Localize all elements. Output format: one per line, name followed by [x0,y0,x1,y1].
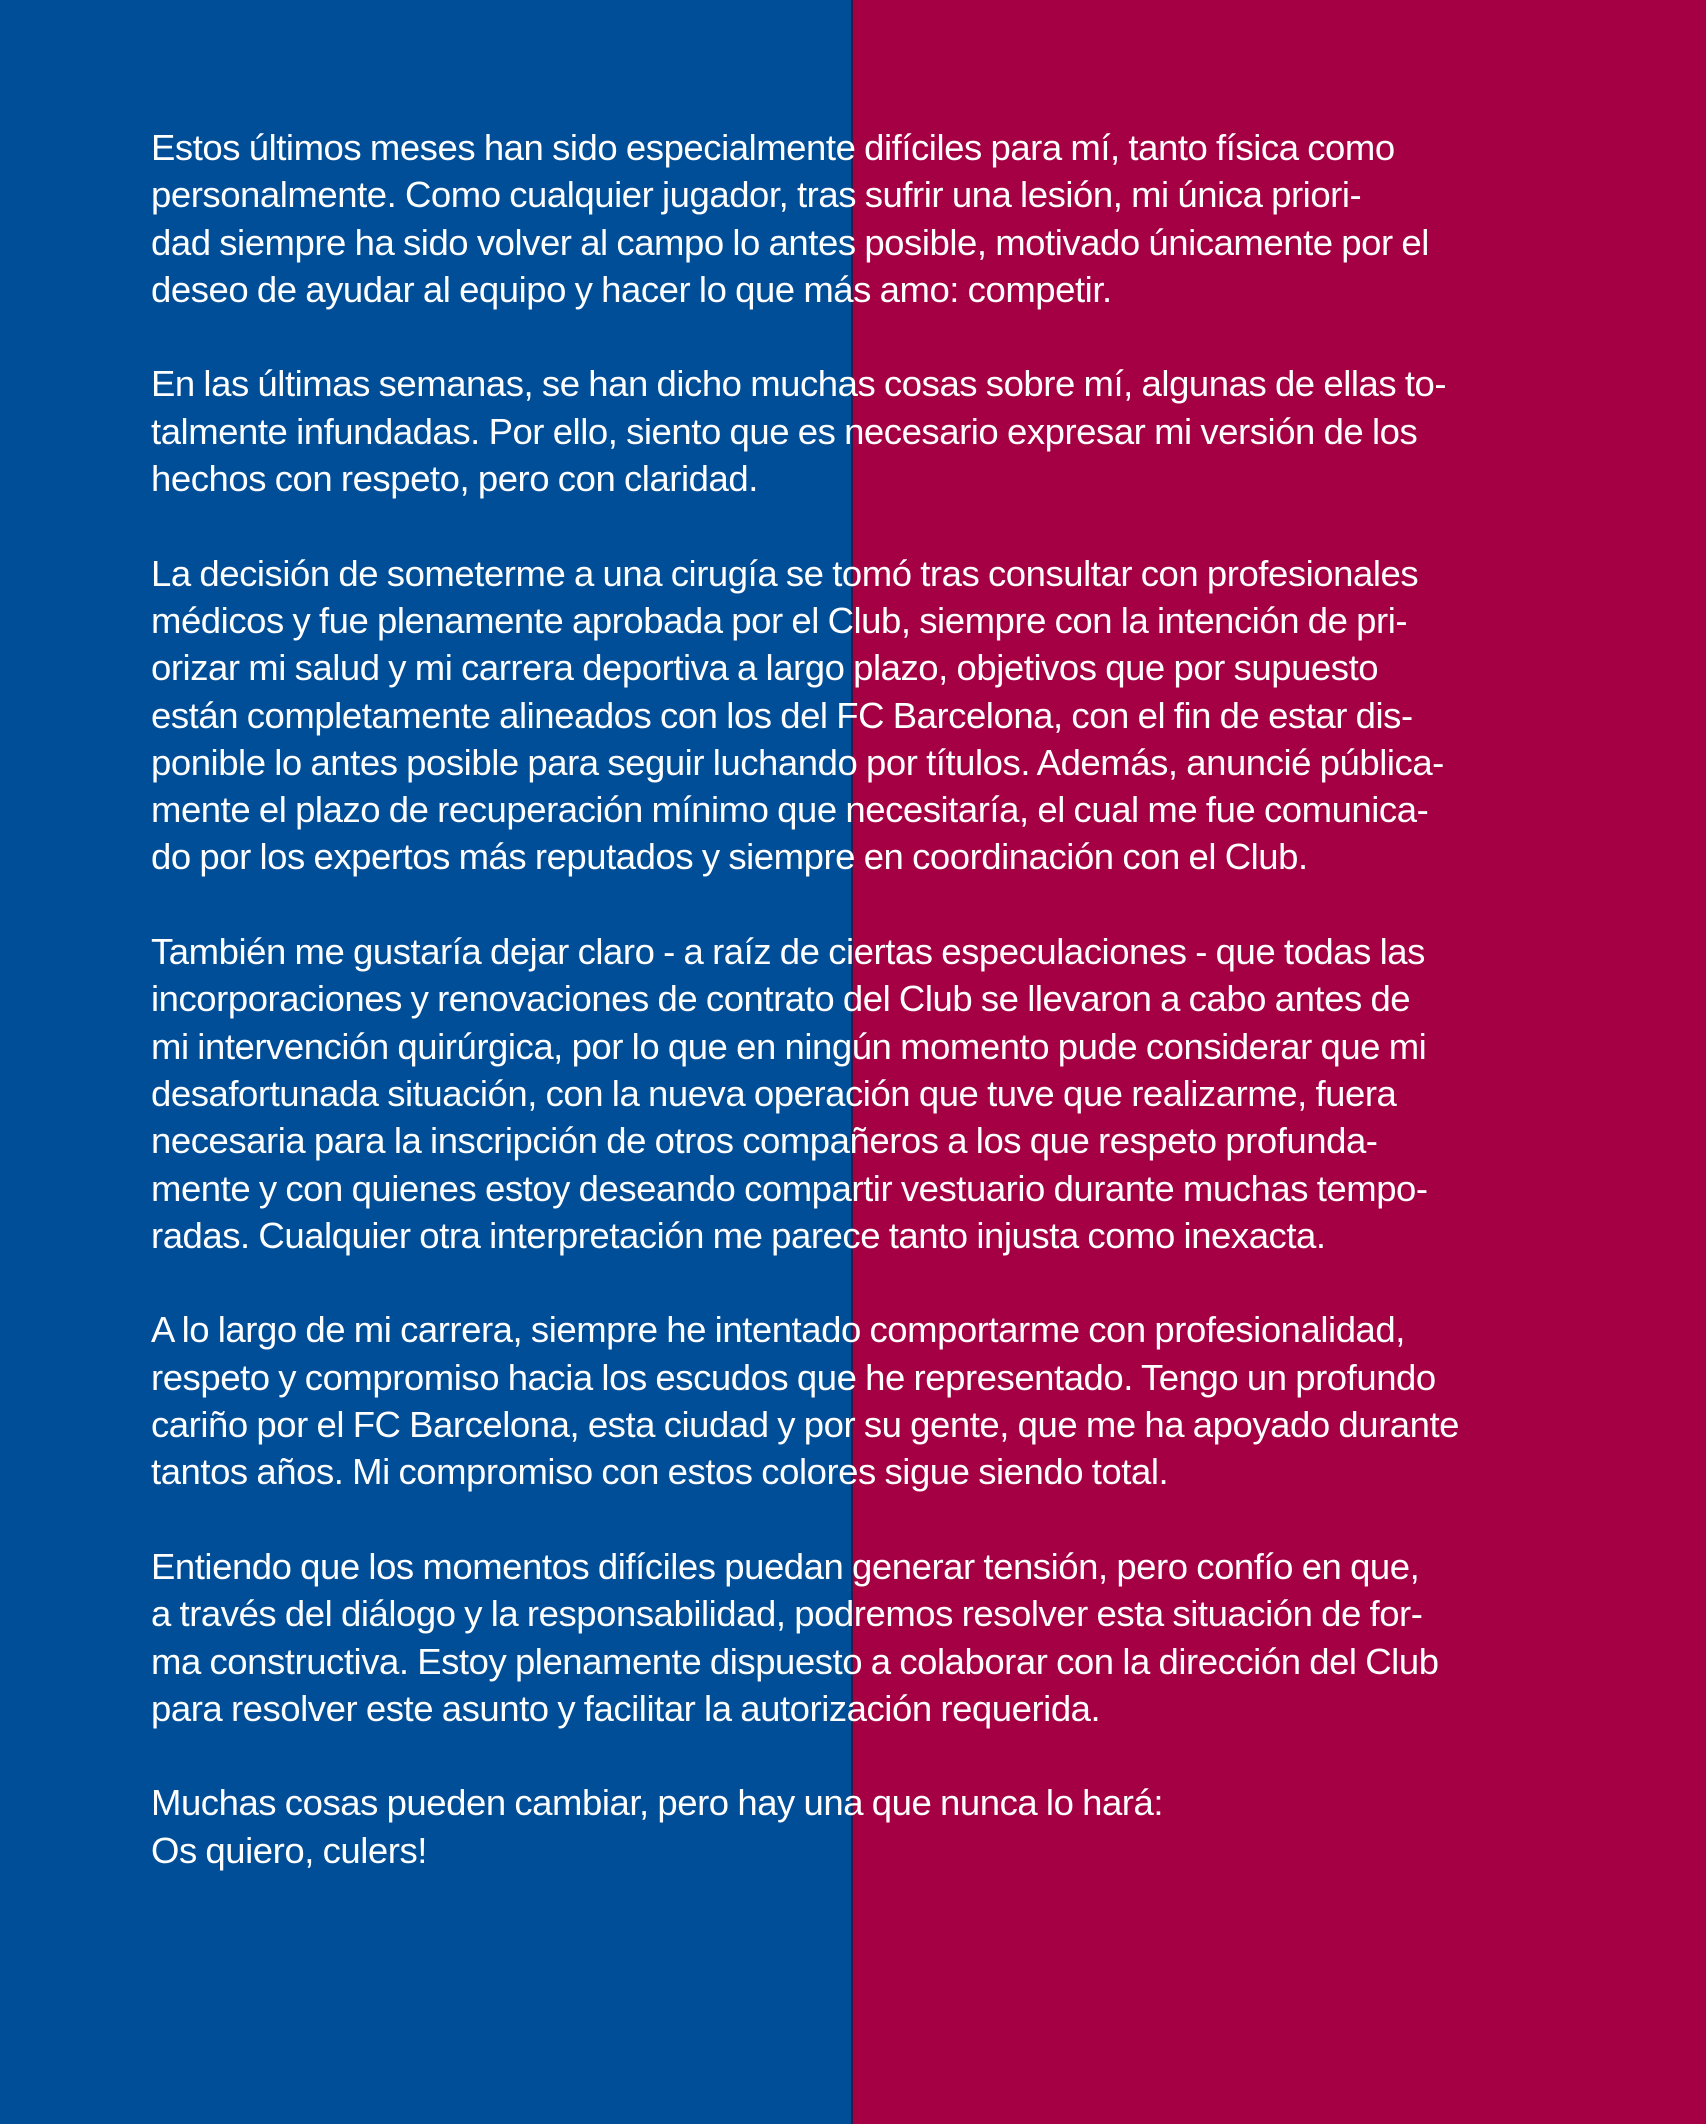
text-line: En las últimas semanas, se han dicho muchas cosas sobre mí, algunas de ellas to- [151,363,1447,405]
text-line: están completamente alineados con los del FC Barcelona, con el fin de estar dis- [151,694,1413,736]
text-line: La decisión de someterme a una cirugía se tomó tras consultar con profesionales [151,552,1419,594]
text-line: mente y con quienes estoy deseando compartir vestuario durante muchas tempo- [151,1167,1428,1209]
text-line: a través del diálogo y la responsabilidad, podremos resolver esta situación de for- [151,1593,1423,1635]
text-line: dad siempre ha sido volver al campo lo antes posible, motivado únicamente por el [151,221,1429,263]
text-line: También me gustaría dejar claro - a raíz de ciertas especulaciones - que todas las [151,931,1425,973]
text-line: deseo de ayudar al equipo y hacer lo que más amo: competir. [151,268,1112,310]
text-line: para resolver este asunto y facilitar la autorización requerida. [151,1687,1101,1729]
text-line: personalmente. Como cualquier jugador, tras sufrir una lesión, mi única priori- [151,174,1362,216]
paragraph-2 [151,360,1591,502]
text-line: A lo largo de mi carrera, siempre he intentado comportarme con profesionalidad, [151,1309,1405,1351]
text-line: Estos últimos meses han sido especialmente difíciles para mí, tanto física como [151,127,1395,168]
text-line: respeto y compromiso hacia los escudos que he representado. Tengo un profundo [151,1356,1436,1398]
text-line: desafortunada situación, con la nueva operación que tuve que realizarme, fuera [151,1072,1397,1114]
text-line: mente el plazo de recuperación mínimo que necesitaría, el cual me fue comunica- [151,789,1429,831]
text-line: médicos y fue plenamente aprobada por el Club, siempre con la intención de pri- [151,599,1408,641]
text-line: Muchas cosas pueden cambiar, pero hay una que nunca lo hará: [151,1782,1164,1824]
sign-off-line: Os quiero, culers! [151,1829,427,1871]
text-line: mi intervención quirúrgica, por lo que en ningún momento pude considerar que mi [151,1025,1427,1067]
text-line: ma constructiva. Estoy plenamente dispuesto a colaborar con la dirección del Club [151,1640,1439,1682]
text-line: radas. Cualquier otra interpretación me parece tanto injusta como inexacta. [151,1214,1326,1256]
closing-paragraph [151,1779,1591,1874]
text-line: orizar mi salud y mi carrera deportiva a largo plazo, objetivos que por supuesto [151,647,1379,689]
text-line: do por los expertos más reputados y siempre en coordinación con el Club. [151,836,1308,878]
paragraph-6 [151,1543,1591,1732]
text-line: cariño por el FC Barcelona, esta ciudad y por su gente, que me ha apoyado durante [151,1404,1460,1446]
statement-text-block [151,124,1591,1874]
paragraph-3 [151,550,1591,881]
text-line: tantos años. Mi compromiso con estos colores sigue siendo total. [151,1451,1169,1493]
text-line: incorporaciones y renovaciones de contrato del Club se llevaron a cabo antes de [151,978,1411,1020]
text-line: necesaria para la inscripción de otros compañeros a los que respeto profunda- [151,1120,1378,1162]
text-line: Entiendo que los momentos difíciles puedan generar tensión, pero confío en que, [151,1545,1420,1587]
paragraph-1 [151,124,1591,313]
paragraph-4 [151,928,1591,1259]
paragraph-5 [151,1306,1591,1495]
text-line: hechos con respeto, pero con claridad. [151,458,758,500]
text-line: talmente infundadas. Por ello, siento que es necesario expresar mi versión de los [151,410,1418,452]
text-line: ponible lo antes posible para seguir luchando por títulos. Además, anuncié pública- [151,741,1444,783]
